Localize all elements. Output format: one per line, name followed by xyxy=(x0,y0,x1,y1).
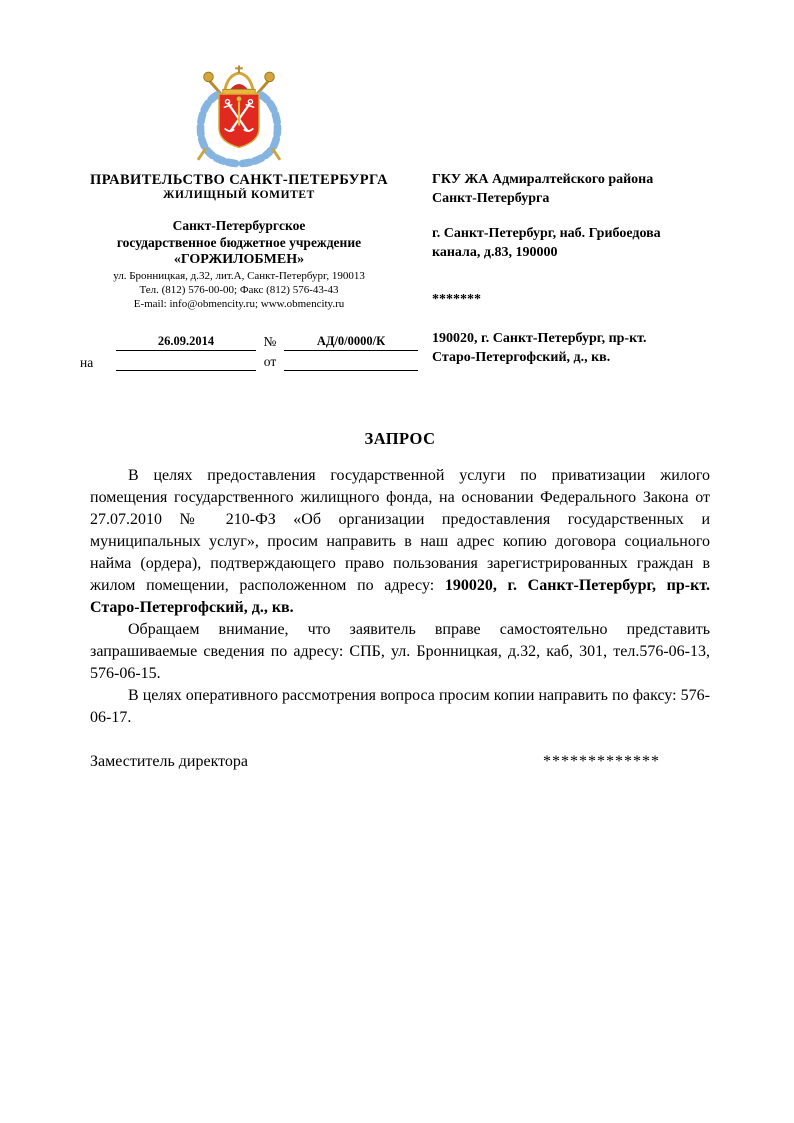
reference-row-reply xyxy=(60,351,418,371)
letter-number-field: АД/0/0000/К xyxy=(284,332,418,351)
number-label: № xyxy=(263,334,277,349)
recipient-masked-name: ******* xyxy=(432,292,481,307)
paragraph-1-text: В целях предоставления государственной услуги по приватизации жилого помещения государственного жилищного фонда, на основании Федерального Закона от 27.07.2010 № 210-ФЗ «Об организации предоставления государственных и муниципальных услуг», просим направить в наш адрес копию договора социального найма (ордера), подтверждающего право пользования зарегистрированных граждан в жилом помещении, расположенном по адресу: xyxy=(90,467,710,594)
sender-committee: ЖИЛИЩНЫЙ КОМИТЕТ xyxy=(163,189,315,201)
letter-title: ЗАПРОС xyxy=(364,429,436,448)
sender-org-line1: Санкт-Петербургское xyxy=(172,218,306,233)
signer-name-masked: ************* xyxy=(543,753,660,770)
recipient-org xyxy=(432,170,744,208)
sender-contacts xyxy=(58,269,420,311)
sender-header xyxy=(58,62,420,311)
sender-org-line2: государственное бюджетное учреждение xyxy=(116,234,362,250)
sender-organization xyxy=(58,218,420,268)
recipient-subject-addr-line1: 190020, г. Санкт-Петербург, пр-кт. xyxy=(432,331,647,346)
ot-label: от xyxy=(263,354,277,369)
recipient-org-line2: Санкт-Петербурга xyxy=(432,191,550,206)
reply-number-field-empty xyxy=(284,370,418,371)
sender-phone-fax: Тел. (812) 576-00-00; Факс (812) 576-43-43 xyxy=(139,284,339,296)
letter-date-field: 26.09.2014 xyxy=(116,332,256,351)
recipient-addr-line1: г. Санкт-Петербург, наб. Грибоедова xyxy=(432,226,661,241)
spb-coat-of-arms-icon xyxy=(58,62,420,172)
reply-date-field-empty xyxy=(116,370,256,371)
recipient-addr-line2: канала, д.83, 190000 xyxy=(432,245,558,260)
reference-block xyxy=(60,331,418,371)
recipient-header xyxy=(432,170,744,367)
recipient-address xyxy=(432,224,744,262)
signer-position: Заместитель директора xyxy=(90,753,249,770)
letter-body xyxy=(90,424,710,773)
sender-org-name: «ГОРЖИЛОБМЕН» xyxy=(173,252,305,267)
paragraph-2: Обращаем внимание, что заявитель вправе самостоятельно представить запрашиваемые сведения по адресу: СПБ, ул. Бронницкая, д.32, каб, 301, тел.576-06-13, 576-06-15. xyxy=(90,621,710,682)
sender-address: ул. Бронницкая, д.32, лит.А, Санкт-Петербург, 190013 xyxy=(113,270,365,282)
signature-block xyxy=(90,751,710,773)
recipient-subject-address xyxy=(432,329,744,367)
recipient-org-line1: ГКУ ЖА Адмиралтейского района xyxy=(432,172,654,187)
sender-government: ПРАВИТЕЛЬСТВО САНКТ-ПЕТЕРБУРГА xyxy=(90,172,388,188)
paragraph-1-address-bold: 190020, г. Санкт-Петербург, пр-кт. Старо-Петергофский, д., кв. xyxy=(90,577,710,616)
reference-row-date-number xyxy=(60,331,418,351)
paragraph-3: В целях оперативного рассмотрения вопроса просим копии направить по факсу: 576-06-17. xyxy=(90,687,710,726)
na-label: на xyxy=(80,355,94,370)
paragraph-1 xyxy=(90,465,710,619)
sender-email-site: E-mail: info@obmencity.ru; www.obmencity.ru xyxy=(133,298,345,310)
recipient-subject-addr-line2: Старо-Петергофский, д., кв. xyxy=(432,350,611,365)
